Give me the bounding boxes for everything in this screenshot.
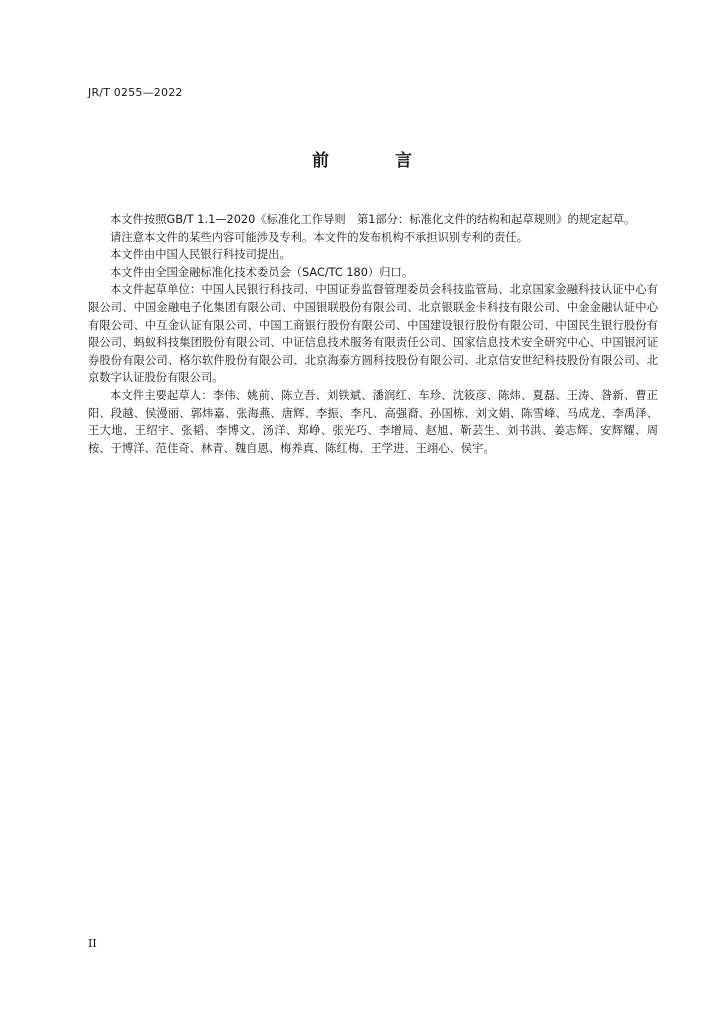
- foreword-body: [88, 211, 658, 457]
- paragraph-drafting-units: 本文件起草单位：中国人民银行科技司、中国证券监督管理委员会科技监管局、北京国家金融科技认证中心有限公司、中国金融电子化集团有限公司、中国银联股份有限公司、北京银联金卡科技有限公司、中金金融认证中心有限公司、中互金认证有限公司、中国工商银行股份有限公司、中国建设银行股份有限公司、中国民生银行股份有限公司、蚂蚁科技集团股份有限公司、中证信息技术服务有限责任公司、国家信息技术安全研究中心、中国银河证券股份有限公司、格尔软件股份有限公司、北京海泰方圆科技股份有限公司、北京信安世纪科技股份有限公司、北京数字认证股份有限公司。: [88, 283, 658, 385]
- paragraph-drafting-rules: 本文件按照GB/T 1.1—2020《标准化工作导则 第1部分：标准化文件的结构和起草规则》的规定起草。: [110, 213, 636, 226]
- standard-code: JR/T 0255—2022: [88, 86, 183, 99]
- page-number: II: [88, 937, 97, 950]
- paragraph-proposer: 本文件由中国人民银行科技司提出。: [110, 248, 291, 262]
- paragraph-committee: 本文件由全国金融标准化技术委员会（SAC/TC 180）归口。: [110, 265, 414, 279]
- paragraph-drafters: 本文件主要起草人：李伟、姚前、陈立吾、刘铁斌、潘润红、车珍、沈筱彦、陈炜、夏磊、王涛、昝新、曹正阳、段越、侯漫丽、郭炜嘉、张海燕、唐辉、李振、李凡、高强裔、孙国栋、刘文娟、陈雪峰、马成龙、李禹泽、王大地、王绍宇、张韬、李博文、汤洋、郑峥、张光巧、李增局、赵旭、靳芸生、刘书洪、姜志辉、安辉耀、周桉、于博洋、范佳奇、林青、魏自恩、梅养真、陈红梅、王学进、王翊心、侯宇。: [88, 388, 658, 455]
- paragraph-patent-notice: 请注意本文件的某些内容可能涉及专利。本文件的发布机构不承担识别专利的责任。: [110, 230, 528, 244]
- page-title: 前 言: [312, 151, 442, 171]
